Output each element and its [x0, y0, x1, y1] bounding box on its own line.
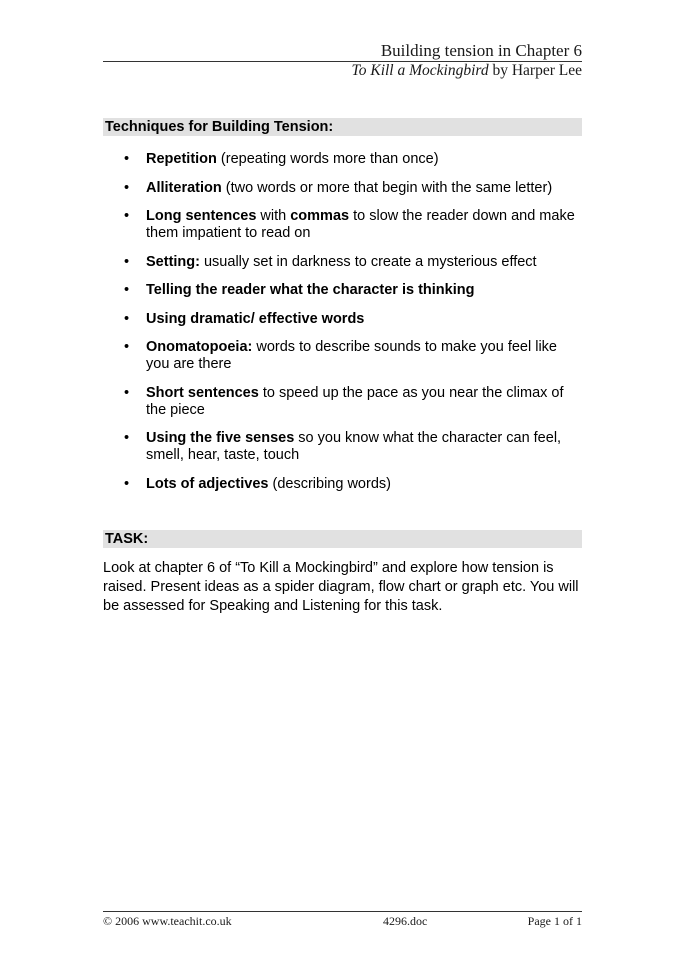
bullet-icon: • — [124, 384, 130, 401]
bullet-icon: • — [124, 208, 130, 224]
footer-divider — [103, 911, 582, 912]
bullet-icon: • — [124, 282, 130, 298]
bullet-icon: • — [124, 339, 130, 355]
list-item: • Onomatopoeia: words to describe sounds to make you feel like you are there — [124, 339, 557, 372]
footer-copyright: © 2006 www.teachit.co.uk — [103, 914, 232, 928]
list-item: • Setting: usually set in darkness to create a mysterious effect — [124, 253, 537, 270]
bullet-icon: • — [124, 151, 130, 167]
list-item: • Repetition (repeating words more than once) — [124, 151, 439, 167]
author-name: by Harper Lee — [488, 62, 582, 79]
document-title: Building tension in Chapter 6 — [380, 41, 582, 60]
bullet-icon: • — [124, 310, 130, 327]
footer-filename: 4296.doc — [383, 914, 428, 928]
list-item: • Alliteration (two words or more that begin with the same letter) — [124, 179, 553, 196]
document-subtitle — [352, 62, 582, 80]
footer-page-number: Page 1 of 1 — [527, 914, 582, 928]
task-heading: TASK: — [103, 530, 582, 548]
list-item: • Short sentences to speed up the pace as you near the climax of the piece — [124, 384, 564, 418]
list-item: • Long sentences with commas to slow the reader down and make them impatient to read on — [124, 208, 575, 241]
techniques-heading: Techniques for Building Tension: — [103, 118, 582, 136]
list-item: • Telling the reader what the character is thinking — [124, 282, 475, 298]
book-title: To Kill a Mockingbird — [351, 62, 489, 79]
list-item: • Using the five senses so you know what the character can feel, smell, hear, taste, touch — [124, 430, 562, 463]
techniques-list — [103, 151, 582, 504]
bullet-icon: • — [124, 179, 130, 196]
bullet-icon: • — [124, 475, 130, 492]
bullet-icon: • — [124, 253, 130, 270]
bullet-icon: • — [124, 430, 130, 446]
task-description: Look at chapter 6 of “To Kill a Mockingbird” and explore how tension is raised. Present ideas as a spider diagram, flow chart or graph etc. You will be assessed for Speaking and Listening for this task. — [103, 560, 579, 614]
list-item: • Using dramatic/ effective words — [124, 310, 365, 327]
list-item: • Lots of adjectives (describing words) — [124, 475, 391, 492]
